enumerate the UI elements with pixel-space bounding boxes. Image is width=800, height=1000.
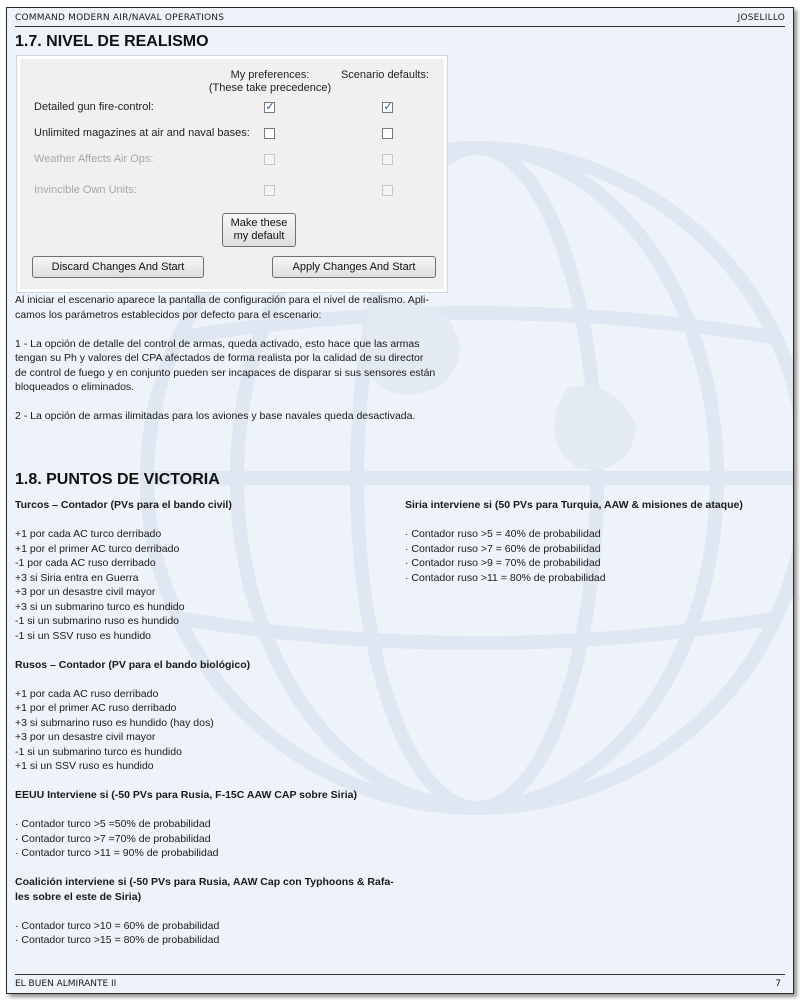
text-line: camos los parámetros establecidos por defecto para el escenario: xyxy=(15,308,322,321)
text-line xyxy=(15,904,394,919)
text-line xyxy=(405,513,743,528)
text-line: -1 si un SSV ruso es hundido xyxy=(15,629,151,642)
realism-settings-dialog xyxy=(17,56,447,292)
text-line: Turcos – Contador (PVs para el bando civil) xyxy=(15,499,232,511)
make-default-line1: Make these xyxy=(230,217,288,229)
option-label: Invincible Own Units: xyxy=(34,184,137,196)
text-line: · Contador turco >15 = 80% de probabilidad xyxy=(15,934,220,946)
col-header-preferences-line2: (These take precedence) xyxy=(208,82,332,94)
text-line: Rusos – Contador (PV para el bando biológico) xyxy=(15,658,251,671)
text-line: · Contador turco >7 =70% de probabilidad xyxy=(15,832,211,845)
text-line: · Contador ruso >9 = 70% de probabilidad xyxy=(405,557,601,569)
text-line: Coalición interviene si (-50 PVs para Rusia, AAW Cap con Typhoons & Rafa- xyxy=(15,876,394,888)
text-line xyxy=(15,672,394,687)
text-line: +1 por cada AC ruso derribado xyxy=(15,687,159,700)
page-number: 7 xyxy=(775,979,781,989)
text-line: +3 si submarino ruso es hundido (hay dos) xyxy=(15,716,214,729)
text-line: +1 por el primer AC ruso derribado xyxy=(15,702,177,714)
text-line: +3 si Siria entra en Guerra xyxy=(15,571,139,584)
section-title-realism: 1.7. NIVEL DE REALISMO xyxy=(15,33,209,50)
option-label: Unlimited magazines at air and naval bases: xyxy=(34,127,250,139)
text-line: · Contador ruso >7 = 60% de probabilidad xyxy=(405,542,601,555)
text-line: -1 por cada AC ruso derribado xyxy=(15,557,156,569)
header-rule xyxy=(15,26,785,27)
text-line: bloqueados o eliminados. xyxy=(15,381,135,393)
text-line: · Contador turco >10 = 60% de probabilidad xyxy=(15,919,220,932)
option-label: Weather Affects Air Ops: xyxy=(34,153,154,165)
header-title: COMMAND MODERN AIR/NAVAL OPERATIONS xyxy=(15,13,225,23)
footer-rule xyxy=(15,974,785,975)
option-label: Detailed gun fire-control: xyxy=(34,101,154,113)
text-line: · Contador turco >5 =50% de probabilidad xyxy=(15,818,211,830)
discard-changes-button[interactable]: Discard Changes And Start xyxy=(32,256,204,278)
victory-points-left-column xyxy=(15,498,394,948)
scenario-default-checkbox[interactable] xyxy=(382,128,393,139)
intro-text xyxy=(15,293,435,424)
text-line: +3 si un submarino turco es hundido xyxy=(15,600,185,613)
text-line: · Contador ruso >11 = 80% de probabilidad xyxy=(405,571,606,584)
scenario-default-checkbox xyxy=(382,154,393,165)
text-line: +1 si un SSV ruso es hundido xyxy=(15,760,154,772)
text-line: Al iniciar el escenario aparece la pantalla de configuración para el nivel de realismo. Apli- xyxy=(15,294,429,306)
text-line: les sobre el este de Siria) xyxy=(15,890,142,903)
page-header xyxy=(15,13,785,26)
scenario-default-checkbox xyxy=(382,185,393,196)
page-footer xyxy=(15,979,785,991)
text-line xyxy=(15,395,435,410)
scenario-default-checkbox[interactable] xyxy=(382,102,393,113)
text-line: · Contador ruso >5 = 40% de probabilidad xyxy=(405,528,601,540)
footer-title: EL BUEN ALMIRANTE II xyxy=(15,979,117,989)
text-line: 1 - La opción de detalle del control de armas, queda activado, esto hace que las armas xyxy=(15,337,420,350)
preference-checkbox xyxy=(264,185,275,196)
text-line: Siria interviene si (50 PVs para Turquia, AAW & misiones de ataque) xyxy=(405,499,743,511)
text-line: · Contador turco >11 = 90% de probabilidad xyxy=(15,847,219,859)
text-line: 2 - La opción de armas ilimitadas para los aviones y base navales queda desactivada. xyxy=(15,410,416,422)
preference-checkbox[interactable] xyxy=(264,128,275,139)
victory-points-right-column xyxy=(405,498,743,585)
preference-checkbox xyxy=(264,154,275,165)
make-default-line2: my default xyxy=(233,230,285,242)
text-line xyxy=(15,803,394,818)
checkmark-icon: ✓ xyxy=(383,101,393,113)
text-line: -1 si un submarino turco es hundido xyxy=(15,745,182,758)
text-line: +1 por el primer AC turco derribado xyxy=(15,542,180,555)
header-author: JOSELILLO xyxy=(737,13,785,23)
text-line: -1 si un submarino ruso es hundido xyxy=(15,615,180,627)
text-line: +3 por un desastre civil mayor xyxy=(15,586,156,598)
text-line xyxy=(15,513,394,528)
text-line: +1 por cada AC turco derribado xyxy=(15,528,162,540)
col-header-preferences-line1: My preferences: xyxy=(230,69,310,81)
col-header-defaults: Scenario defaults: xyxy=(340,69,430,81)
text-line xyxy=(15,774,394,789)
text-line: +3 por un desastre civil mayor xyxy=(15,731,156,743)
text-line: EEUU Interviene si (-50 PVs para Rusia, F-15C AAW CAP sobre Siria) xyxy=(15,789,357,801)
apply-changes-button[interactable]: Apply Changes And Start xyxy=(272,256,436,278)
section-title-victory-points: 1.8. PUNTOS DE VICTORIA xyxy=(15,471,220,488)
col-header-preferences xyxy=(206,69,334,95)
text-line: tengan su Ph y valores del CPA afectados de forma realista por la calidad de su director xyxy=(15,352,424,364)
make-default-button[interactable] xyxy=(222,213,296,247)
text-line xyxy=(15,861,394,876)
text-line xyxy=(15,322,435,337)
text-line: de control de fuego y en conjunto pueden ser incapaces de disparar si sus sensores están xyxy=(15,366,436,379)
text-line xyxy=(15,643,394,658)
preference-checkbox[interactable] xyxy=(264,102,275,113)
checkmark-icon: ✓ xyxy=(265,101,275,113)
document-page xyxy=(6,7,794,994)
